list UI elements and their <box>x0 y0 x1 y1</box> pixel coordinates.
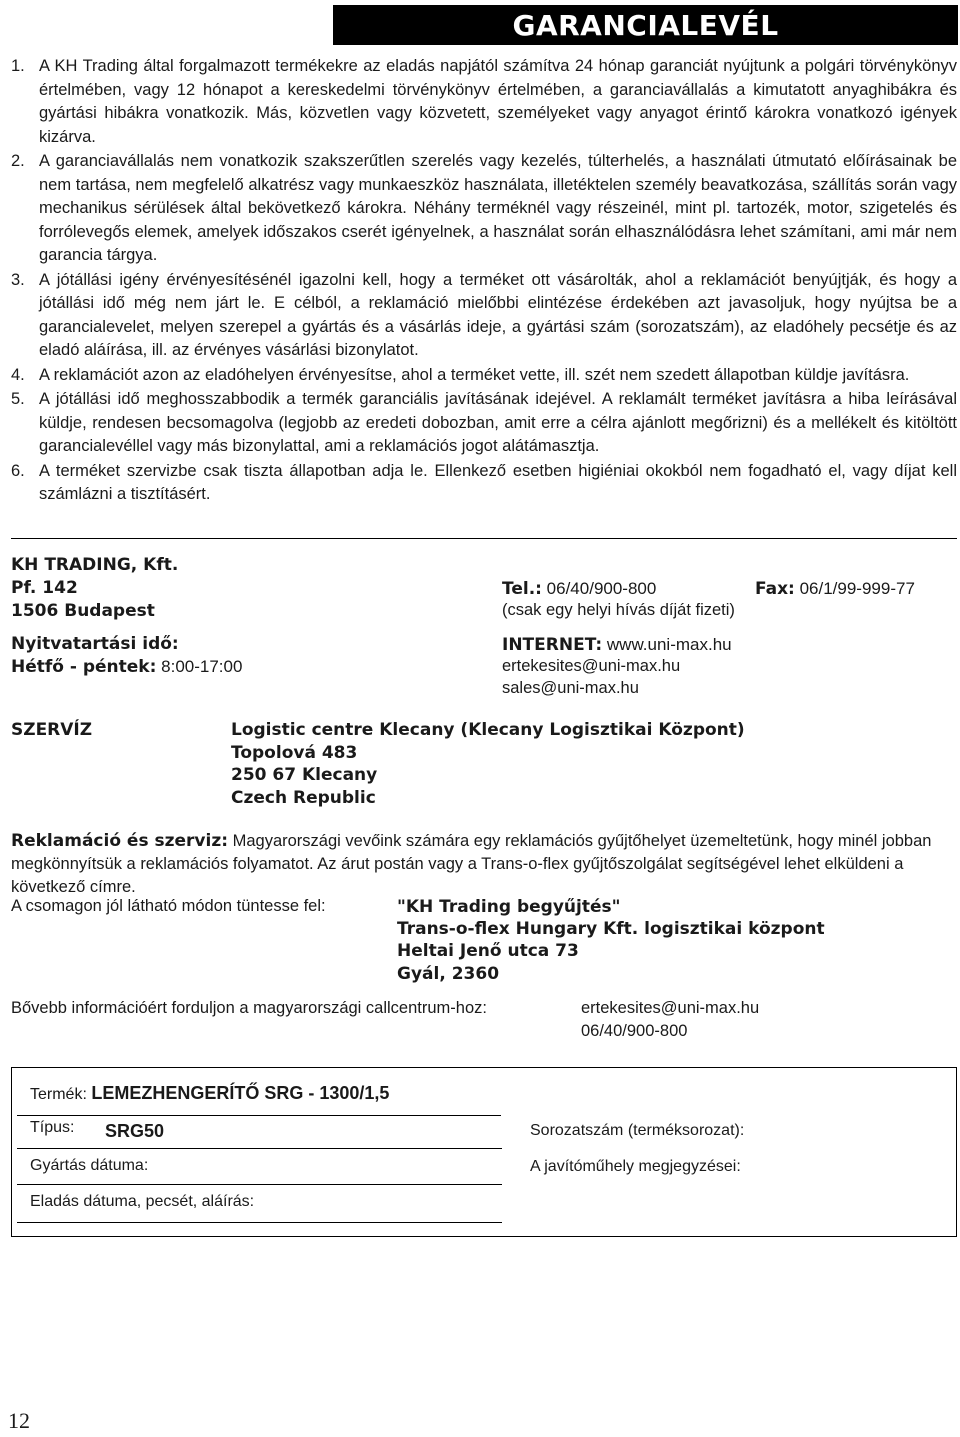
collection-address-line: Trans-o-flex Hungary Kft. logisztikai központ <box>397 919 825 939</box>
clause-4 <box>11 364 957 388</box>
clause-text: A reklamációt azon az eladóhelyen érvényesítse, ahol a terméket vette, ill. szét nem szedett állapotban küldje javításra. <box>39 365 910 384</box>
company-city: 1506 Budapest <box>11 601 155 621</box>
info-email[interactable]: ertekesites@uni-max.hu <box>581 999 760 1017</box>
internet-label: INTERNET: <box>502 635 603 655</box>
product-field <box>30 1083 389 1104</box>
page-title-text: GARANCIALEVÉL <box>512 8 779 42</box>
type-label: Típus: <box>30 1119 75 1136</box>
service-address-line: Logistic centre Klecany (Klecany Logisztikai Központ) <box>231 720 745 740</box>
page-number: 12 <box>8 1408 30 1433</box>
phone-note: (csak egy helyi hívás díját fizeti) <box>502 601 735 619</box>
company-name: KH TRADING, Kft. <box>11 555 179 575</box>
fax-label: Fax: <box>755 579 795 599</box>
clause-5 <box>11 388 957 459</box>
sale-date-stamp-signature-label: Eladás dátuma, pecsét, aláírás: <box>30 1193 255 1210</box>
email-link[interactable]: sales@uni-max.hu <box>502 679 639 697</box>
product-label: Termék: <box>30 1086 87 1103</box>
service-label: SZERVÍZ <box>11 720 93 740</box>
website-link[interactable]: www.uni-max.hu <box>602 635 732 654</box>
warranty-clauses <box>11 55 957 508</box>
clause-text: A KH Trading által forgalmazott termékekre az eladás napjától számítva 24 hónap garanciát nyújtunk a polgári törvénykönyv értelmében, vagy 12 hónapot a kereskedelmi törvénykönyv értelmében, a garanciavállalás a kimutatott anyaghibákra és gyártási hibákra vonatkozik. Más, közvetlen vagy közvetett, személyeket vagy anyagot érintő károkra vonatkozó igények kizárva. <box>39 57 957 146</box>
clause-2 <box>11 150 957 268</box>
section-divider <box>11 538 957 539</box>
service-address-line: Czech Republic <box>231 788 376 808</box>
info-label: Bővebb információért forduljon a magyarországi callcentrum-hoz: <box>11 999 487 1017</box>
service-address-line: 250 67 Klecany <box>231 765 378 785</box>
hours-value: 8:00-17:00 <box>156 657 243 676</box>
manufacture-date-label: Gyártás dátuma: <box>30 1157 149 1174</box>
days-label: Hétfő - péntek: <box>11 657 157 677</box>
clause-number: 5. <box>11 390 25 408</box>
phone-line <box>502 579 656 599</box>
opening-hours <box>11 657 242 677</box>
service-address-line: Topolová 483 <box>231 743 358 763</box>
page-title <box>333 5 958 45</box>
clause-text: A terméket szervizbe csak tiszta állapotban adja le. Ellenkező esetben higiéniai okokból nem fogadható el, vagy díjat kell számlázni a tisztításért. <box>39 461 957 503</box>
collection-address-line: Gyál, 2360 <box>397 964 500 984</box>
workshop-notes-label: A javítóműhely megjegyzései: <box>530 1158 741 1175</box>
clause-number: 1. <box>11 57 25 75</box>
clause-number: 2. <box>11 152 25 170</box>
clause-number: 6. <box>11 461 25 480</box>
opening-hours-label: Nyitvatartási idő: <box>11 634 179 654</box>
form-row-divider <box>17 1148 502 1149</box>
fax-value: 06/1/99-999-77 <box>794 579 915 598</box>
collection-address-line: "KH Trading begyűjtés" <box>397 897 621 917</box>
complaint-text: Magyarországi vevőink számára egy reklamációs gyűjtőhelyet üzemeltetünk, hogy minél jobban megkönnyítsük a reklamációs folyamatot. Az árut postán vagy a Trans-o-flex gyűjtőszolgálat segítségével lehet elküldeni a következő címre. <box>11 832 932 896</box>
complaint-paragraph <box>11 830 956 899</box>
phone-value: 06/40/900-800 <box>541 579 657 598</box>
clause-number: 3. <box>11 270 25 289</box>
email-link[interactable]: ertekesites@uni-max.hu <box>502 657 681 675</box>
product-value: LEMEZHENGERÍTŐ SRG - 1300/1,5 <box>91 1083 390 1103</box>
clause-3 <box>11 269 957 363</box>
internet-line <box>502 635 732 655</box>
company-po-box: Pf. 142 <box>11 578 78 598</box>
clause-text: A jótállási igény érvényesítésénél igazolni kell, hogy a terméket ott vásárolták, ahol a reklamációt benyújtják, és hogy a jótállási idő még nem járt le. E célból, a reklamáció mielőbbi elintézése érdekében azt javasoljuk, hogy nyújtsa be a garancialevelet, melyen szerepel a gyártás és a vásárlás ideje, a gyártási szám (sorozatszám), az eladóhely pecsétje és az eladó aláírása, ill. az érvényes vásárlási bizonylatot. <box>39 270 957 359</box>
clause-1 <box>11 55 957 149</box>
form-row-divider <box>17 1184 502 1185</box>
clause-6 <box>11 460 957 507</box>
fax-line <box>755 579 915 599</box>
complaint-label: Reklamáció és szerviz: <box>11 831 229 851</box>
serial-number-label: Sorozatszám (terméksorozat): <box>530 1122 745 1139</box>
form-row-divider <box>17 1222 502 1223</box>
package-label: A csomagon jól látható módon tüntesse fel: <box>11 897 326 915</box>
collection-address-line: Heltai Jenő utca 73 <box>397 941 579 961</box>
type-value: SRG50 <box>105 1121 165 1141</box>
clause-number: 4. <box>11 365 25 384</box>
phone-label: Tel.: <box>502 579 542 599</box>
clause-text: A garanciavállalás nem vonatkozik szakszerűtlen szerelés vagy kezelés, túlterhelés, a használati útmutató előírásainak be nem tartása, nem megfelelő alkatrész vagy munkaeszköz használata, illetéktelen személy beavatkozása, szállítás során vagy mechanikus sérülések által bekövetkező károkra. Néhány terméknél vagy részeinél, mint pl. tartozék, motor, szigetelés és forrólevegős elemek, amelyek időszakos cserét igényelnek, a használat során elhasználódásra lehet számítani, ami már nem garancia tárgya. <box>39 152 957 264</box>
clause-text: A jótállási idő meghosszabbodik a termék garanciális javításának idejével. A reklamált terméket javításra a hiba leírásával küldje, rendesen becsomagolva (legjobb az eredeti dobozban, amit erre a célra ajánlott megőrizni) és a mellékelt és kitöltött garancialevéllel vagy más bizonylattal, ami a reklamációs jogot alátámasztja. <box>39 390 957 455</box>
info-phone: 06/40/900-800 <box>581 1022 688 1040</box>
